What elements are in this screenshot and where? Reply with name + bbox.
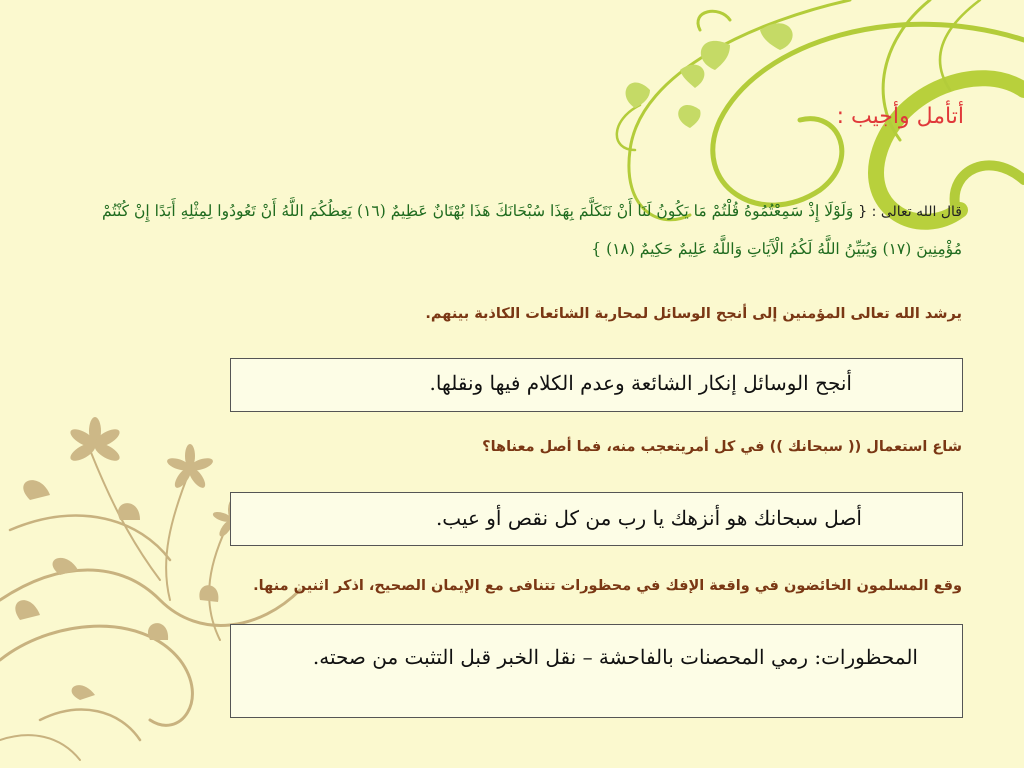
answer-box-3: المحظورات: رمي المحصنات بالفاحشة – نقل الخبر قبل التثبت من صحته. <box>230 624 963 718</box>
green-leaf-ornaments <box>626 23 793 128</box>
question-3: وقع المسلمون الخائضون في واقعة الإفك في محظورات تتنافى مع الإيمان الصحيح، اذكر اثنين منها. <box>253 578 962 594</box>
answer-box-1: أنجح الوسائل إنكار الشائعة وعدم الكلام فيها ونقلها. <box>230 358 963 412</box>
quran-verse <box>60 193 962 268</box>
question-2: شاع استعمال (( سبحانك )) في كل أمريتعجب منه، فما أصل معناها؟ <box>482 439 962 455</box>
verse-intro: قال الله تعالى : { <box>858 204 962 220</box>
section-title: أتأمل وأجيب : <box>836 104 964 129</box>
verse-text: وَلَوْلَا إِذْ سَمِعْتُمُوهُ قُلْتُمْ مَا يَكُونُ لَنَا أَنْ نَتَكَلَّمَ بِهَذَا سُبْحَانَكَ هَذَا بُهْتَانٌ عَظِيمٌ (١٦) يَعِظُكُمَ اللَّهُ أَنْ تَعُودُوا لِمِثْلِهِ أَبَدًا إِنْ كُنْتُمْ مُؤْمِنِينَ (١٧) وَيُبَيِّنُ اللَّهُ لَكُمُ الْآَيَاتِ وَاللَّهُ عَلِيمٌ حَكِيمٌ (١٨) <box>101 202 962 258</box>
floral-petals <box>15 417 252 700</box>
answer-box-2: أصل سبحانك هو أنزهك يا رب من كل نقص أو عيب. <box>230 492 963 546</box>
question-1: يرشد الله تعالى المؤمنين إلى أنجح الوسائل لمحاربة الشائعات الكاذبة بينهم. <box>425 306 962 322</box>
verse-close: } <box>591 240 602 258</box>
